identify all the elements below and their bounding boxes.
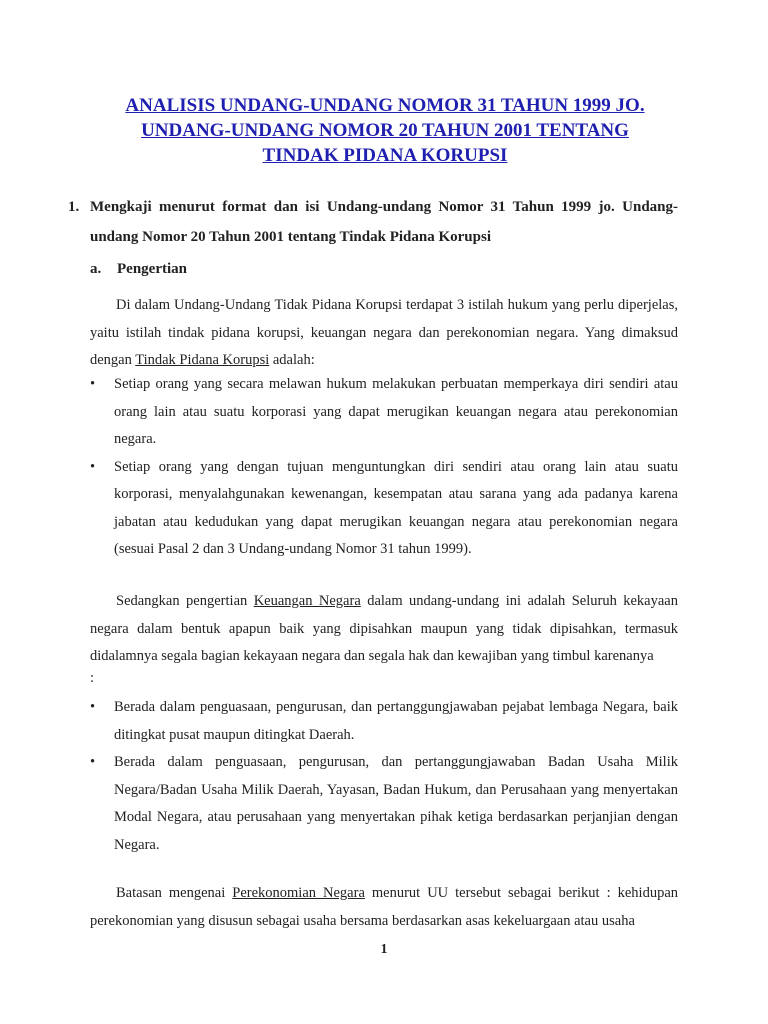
page-number: 1 [380,942,388,957]
paragraph-3-text: Batasan mengenai [116,885,233,901]
bullet-icon: • [90,458,96,475]
paragraph-definition-keuangan [90,588,678,671]
term-keuangan-negara: Keuangan Negara [253,593,361,609]
title-line-2: UNDANG-UNDANG NOMOR 20 TAHUN 2001 TENTANG [141,120,629,141]
paragraph-2-colon: : [90,670,95,686]
list-item: • Berada dalam penguasaan, pengurusan, dan pertanggungjawaban pejabat lembaga Negara, baik ditingkat pusat maupun ditingkat Daerah. [90,694,678,749]
section-1-heading: Mengkaji menurut format dan isi Undang-undang Nomor 31 Tahun 1999 jo. Undang-undang Nomor 20 Tahun 2001 tentang Tindak Pidana Korupsi [90,199,678,245]
bullet-icon: • [90,699,96,715]
title-line-1: ANALISIS UNDANG-UNDANG NOMOR 31 TAHUN 1999 JO. [125,95,645,116]
paragraph-1-tail: adalah: [269,352,315,368]
paragraph-2-tail: dalam undang-undang ini adalah Seluruh kekayaan negara dalam bentuk apapun baik yang dipisahkan maupun yang tidak dipisahkan, termasuk didalamnya segala bagian kekayaan negara dan segala hak dan kewajiban yang timbul karenanya [90,593,678,664]
paragraph-1-text: Di dalam Undang-Undang Tidak Pidana Korupsi terdapat 3 istilah hukum yang perlu diperjelas, yaitu istilah tindak pidana korupsi, keuangan negara dan perekonomian negara. Yang dimaksud dengan [90,297,678,368]
document-title [90,93,680,168]
subsection-a-letter: a. [90,261,102,277]
list-korupsi-definitions [90,371,678,564]
bullet-icon: • [90,754,96,770]
section-1 [68,192,678,252]
list-keuangan-criteria [90,694,678,859]
section-1-number: 1. [68,199,80,215]
bullet-icon: • [90,376,96,392]
subsection-a [90,258,187,280]
title-line-3: TINDAK PIDANA KORUPSI [262,145,508,166]
list-item: • Setiap orang yang dengan tujuan menguntungkan diri sendiri atau orang lain atau suatu korporasi, menyalahgunakan kewenangan, kesempatan atau sarana yang ada padanya karena jabatan atau kedudukan yang dapat merugikan keuangan negara atau perekonomian negara (sesuai Pasal 2 dan 3 Undang-undang Nomor 31 tahun 1999). [90,454,678,564]
subsection-a-heading: Pengertian [117,261,187,277]
paragraph-3-tail: menurut UU tersebut sebagai berikut : kehidupan perekonomian yang disusun sebagai usaha bersama berdasarkan asas kekeluargaan atau usaha [90,885,679,929]
paragraph-definition-perekonomian [90,880,678,935]
list-item: • Setiap orang yang secara melawan hukum melakukan perbuatan memperkaya diri sendiri atau orang lain atau suatu korporasi yang dapat merugikan keuangan negara atau perekonomian negara. [90,371,678,454]
term-tindak-pidana-korupsi: Tindak Pidana Korupsi [135,352,270,368]
paragraph-definition-korupsi [90,292,678,375]
paragraph-2-text: Sedangkan pengertian [116,593,254,609]
list-item: • Berada dalam penguasaan, pengurusan, dan pertanggungjawaban Badan Usaha Milik Negara/Badan Usaha Milik Daerah, Yayasan, Badan Hukum, dan Perusahaan yang menyertakan Modal Negara, atau perusahaan yang menyertakan pihak ketiga berdasarkan perjanjian dengan Negara. [90,749,678,859]
term-perekonomian-negara: Perekonomian Negara [232,885,365,901]
